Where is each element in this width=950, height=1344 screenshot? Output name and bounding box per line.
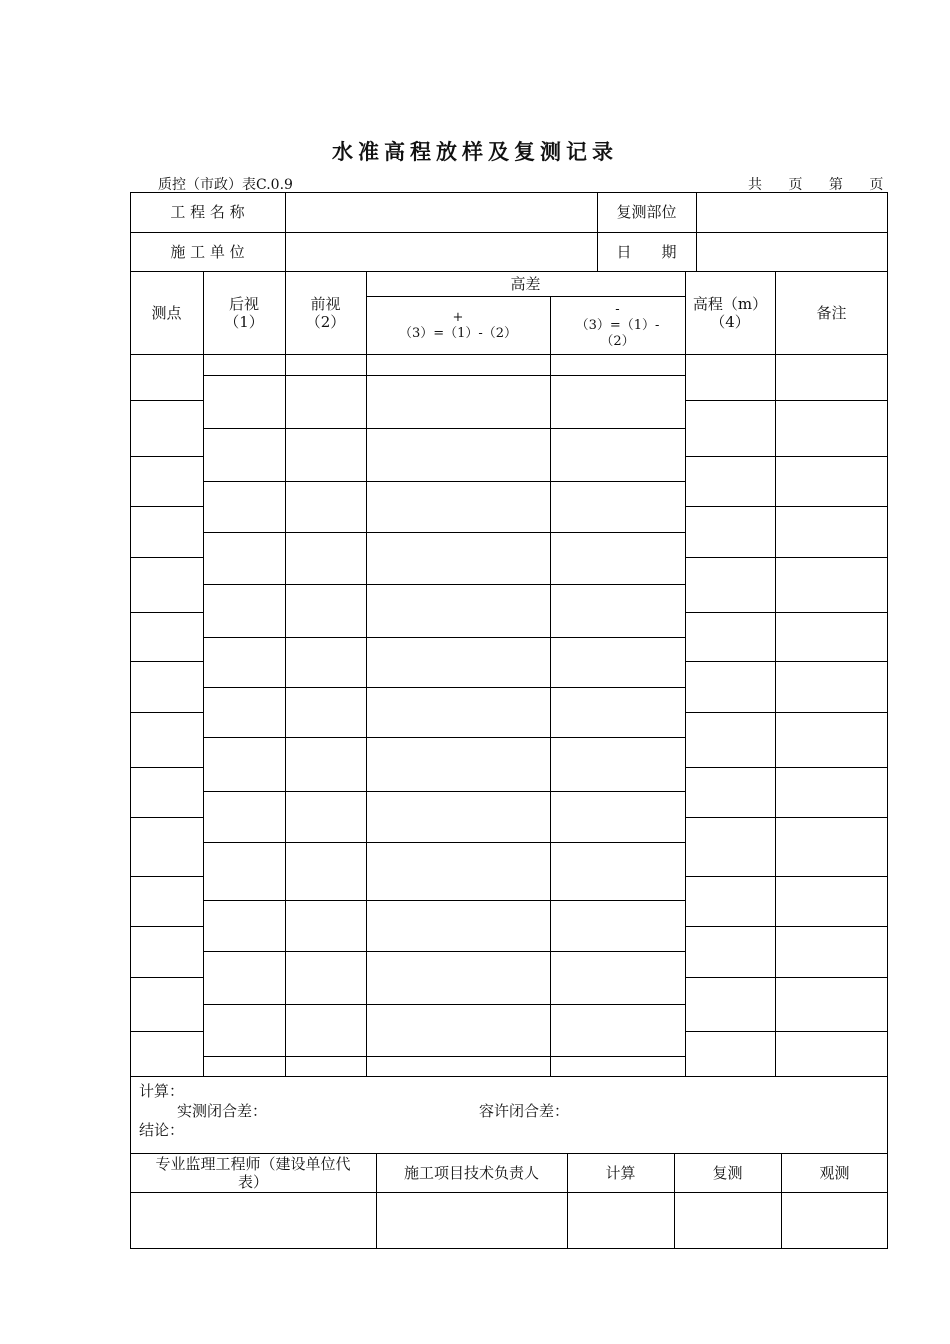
sig-observe-field[interactable]	[782, 1193, 887, 1248]
col-elevation	[685, 272, 775, 354]
plus-sign: +	[452, 309, 464, 325]
page-nth-label: 第	[828, 177, 843, 193]
date-field[interactable]	[697, 233, 887, 271]
page-label: 页	[788, 177, 803, 193]
col-backsight-no: （1）	[224, 313, 264, 331]
sig-supervisor-field[interactable]	[131, 1193, 376, 1248]
sig-calc-label: 计算	[605, 1164, 636, 1182]
construction-unit-label: 施 工 单 位	[170, 242, 245, 261]
col-foresight-no: （2）	[305, 313, 346, 331]
sig-supervisor-label	[130, 1154, 376, 1192]
col-backsight	[203, 272, 285, 354]
project-name-label: 工 程 名 称	[170, 203, 245, 221]
sig-tech-lead-field[interactable]	[377, 1193, 567, 1248]
minus-formula-1: （3）=（1）-	[575, 317, 660, 333]
sig-observe-label: 观测	[819, 1164, 850, 1182]
sig-tech-lead-label: 施工项目技术负责人	[403, 1164, 539, 1182]
col-height-diff-minus	[550, 297, 685, 354]
sig-calc-field[interactable]	[568, 1193, 674, 1248]
sig-recheck-label: 复测	[712, 1164, 743, 1182]
page-info	[748, 174, 883, 194]
record-form	[130, 192, 888, 1249]
page-title: 水准高程放样及复测记录	[332, 139, 618, 164]
recheck-part-field[interactable]	[697, 193, 887, 232]
form-code: 质控（市政）表C.0.9	[158, 177, 293, 193]
project-name-field[interactable]	[286, 193, 597, 232]
date-label: 日 期	[616, 242, 677, 261]
measured-closure-label: 实测闭合差：	[177, 1102, 268, 1120]
minus-sign: -	[615, 301, 620, 317]
calc-label: 计算：	[139, 1082, 185, 1100]
col-point: 测点	[151, 304, 182, 322]
page-total-label: 共	[748, 177, 762, 193]
sig-supervisor-line1: 专业监理工程师（建设单位代	[155, 1155, 351, 1173]
col-elevation-no: （4）	[710, 313, 750, 331]
col-height-diff: 高差	[510, 275, 541, 293]
sig-recheck-field[interactable]	[675, 1193, 781, 1248]
col-foresight	[285, 272, 366, 354]
plus-formula: （3）=（1）-（2）	[398, 325, 518, 341]
col-foresight-label: 前视	[310, 295, 341, 313]
col-elevation-label: 高程（m）	[692, 295, 768, 313]
minus-formula-2: （2）	[600, 333, 635, 349]
allowed-closure-label: 容许闭合差：	[479, 1102, 570, 1120]
construction-unit-field[interactable]	[286, 233, 597, 271]
sig-supervisor-line2: 表）	[237, 1173, 268, 1191]
conclusion-label: 结论：	[139, 1121, 185, 1139]
col-backsight-label: 后视	[228, 295, 259, 313]
col-remark: 备注	[816, 304, 847, 322]
page-label-2: 页	[869, 177, 884, 193]
recheck-part-label: 复测部位	[616, 203, 677, 221]
col-height-diff-plus	[366, 297, 550, 354]
